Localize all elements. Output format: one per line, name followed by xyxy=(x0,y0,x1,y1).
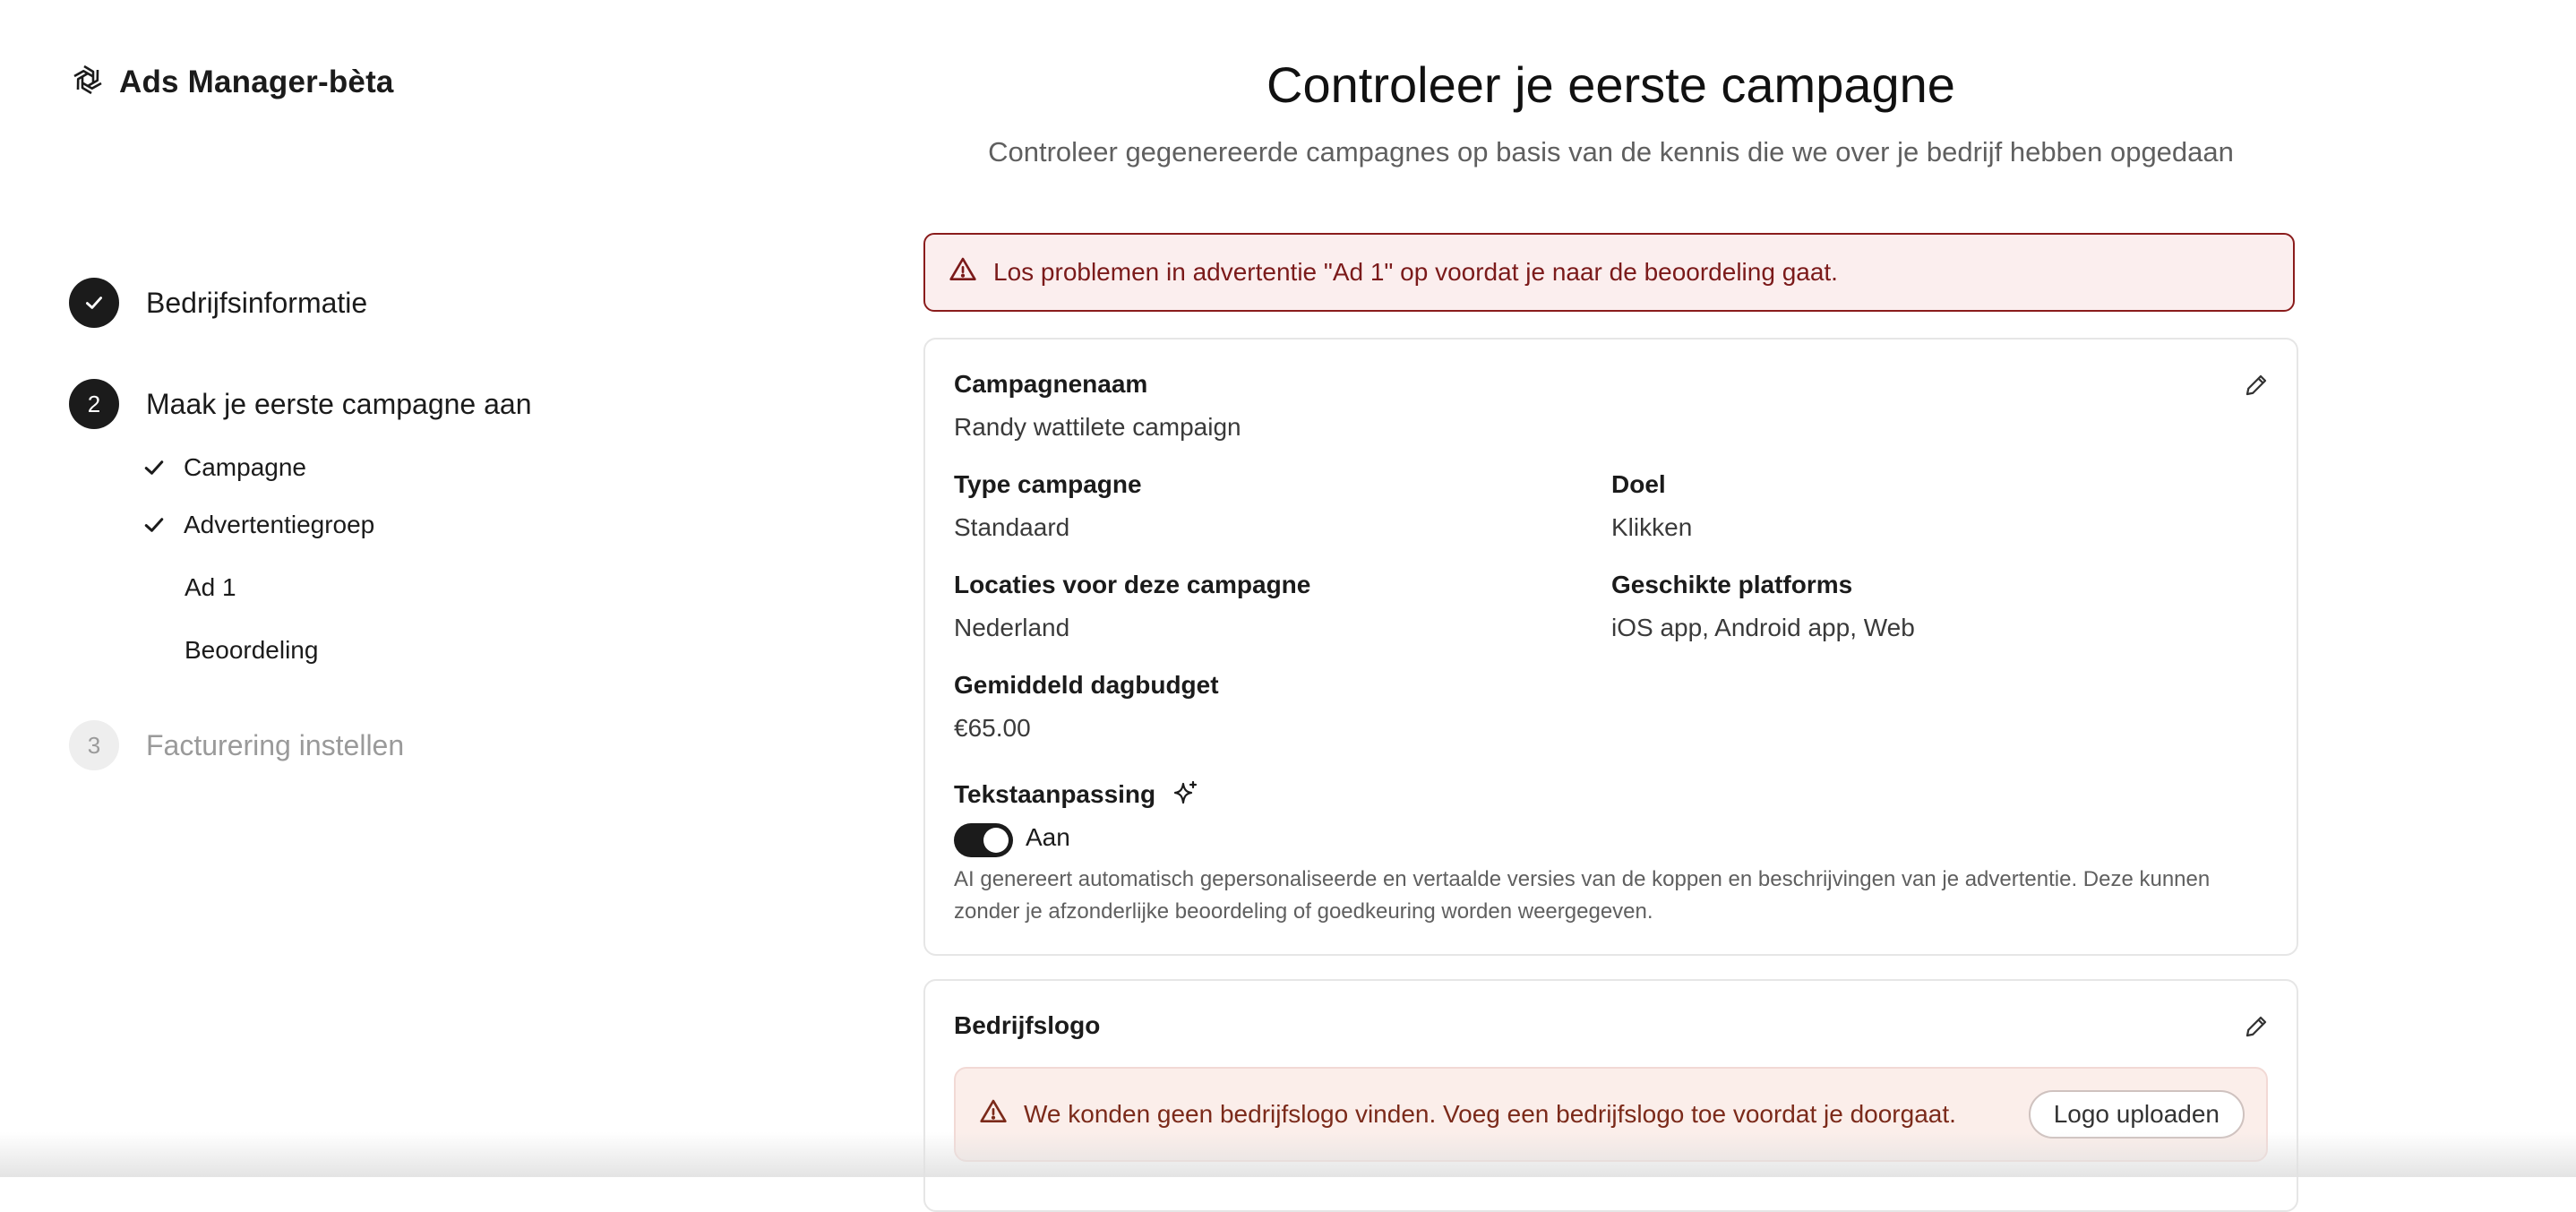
page-subtitle: Controleer gegenereerde campagnes op basis van de kennis die we over je bedrijf hebben opgedaan xyxy=(988,136,2234,168)
substep-label: Advertentiegroep xyxy=(184,511,375,538)
step-number: 2 xyxy=(69,379,119,429)
edit-pencil-icon[interactable] xyxy=(2243,1013,2270,1040)
campaign-name-label: Campagnenaam xyxy=(954,370,1148,398)
budget-label: Gemiddeld dagbudget xyxy=(954,671,1219,699)
warning-icon xyxy=(949,255,977,290)
check-icon xyxy=(141,511,167,538)
openai-logo-icon xyxy=(69,61,107,103)
platforms-value: iOS app, Android app, Web xyxy=(1611,614,1915,641)
brand xyxy=(69,61,394,103)
text-adaptation-label: Tekstaanpassing xyxy=(954,780,1156,808)
substep-label: Campagne xyxy=(184,453,306,481)
goal-value: Klikken xyxy=(1611,513,1693,541)
substep-beoordeling[interactable] xyxy=(185,636,318,665)
step-facturering[interactable] xyxy=(69,720,404,770)
substep-campagne[interactable] xyxy=(141,453,306,482)
step-bedrijfsinformatie[interactable] xyxy=(69,278,367,328)
text-adaptation-toggle[interactable] xyxy=(954,823,1013,857)
campaign-type-label: Type campagne xyxy=(954,470,1142,498)
step-label: Facturering instellen xyxy=(146,728,405,761)
step-campagne-aanmaken[interactable] xyxy=(69,379,531,429)
text-adaptation-heading xyxy=(954,778,1200,809)
text-adaptation-description: AI genereert automatisch gepersonaliseerde en vertaalde versies van de koppen en beschrijvingen van je advertentie. Deze kunnen zonder je afzonderlijke beoordeling of goedkeuring worden weergegeven. xyxy=(954,867,2211,924)
locations-value: Nederland xyxy=(954,614,1070,641)
check-icon xyxy=(141,454,167,481)
upload-logo-button[interactable]: Logo uploaden xyxy=(2029,1090,2245,1139)
goal-label: Doel xyxy=(1611,470,1666,498)
alert-text: Los problemen in advertentie "Ad 1" op voordat je naar de beoordeling gaat. xyxy=(993,258,1838,286)
sparkle-icon xyxy=(1172,778,1200,807)
budget-value: €65.00 xyxy=(954,714,1031,742)
error-alert xyxy=(923,233,2295,312)
platforms-label: Geschikte platforms xyxy=(1611,571,1853,598)
substep-label: Ad 1 xyxy=(185,573,236,601)
logo-warning-text: We konden geen bedrijfslogo vinden. Voeg een bedrijfslogo toe voordat je doorgaat. xyxy=(1024,1100,1956,1128)
locations-label: Locaties voor deze campagne xyxy=(954,571,1311,598)
toggle-state-label: Aan xyxy=(1026,823,1070,851)
check-icon xyxy=(69,278,119,328)
edit-pencil-icon[interactable] xyxy=(2243,372,2270,399)
page-title: Controleer je eerste campagne xyxy=(1267,56,1955,113)
campaign-type-value: Standaard xyxy=(954,513,1070,541)
step-label: Bedrijfsinformatie xyxy=(146,286,368,319)
campaign-card xyxy=(923,338,2298,956)
business-logo-title: Bedrijfslogo xyxy=(954,1011,1101,1039)
campaign-name-value: Randy wattilete campaign xyxy=(954,413,1241,441)
business-logo-card xyxy=(923,979,2298,1212)
substep-ad-1[interactable] xyxy=(185,573,236,602)
step-label: Maak je eerste campagne aan xyxy=(146,387,532,420)
logo-warning xyxy=(954,1067,2268,1162)
warning-icon xyxy=(979,1097,1008,1132)
substep-label: Beoordeling xyxy=(185,636,319,664)
substep-advertentiegroep[interactable] xyxy=(141,511,374,539)
app-title: Ads Manager-bèta xyxy=(119,64,394,99)
step-number: 3 xyxy=(69,720,119,770)
